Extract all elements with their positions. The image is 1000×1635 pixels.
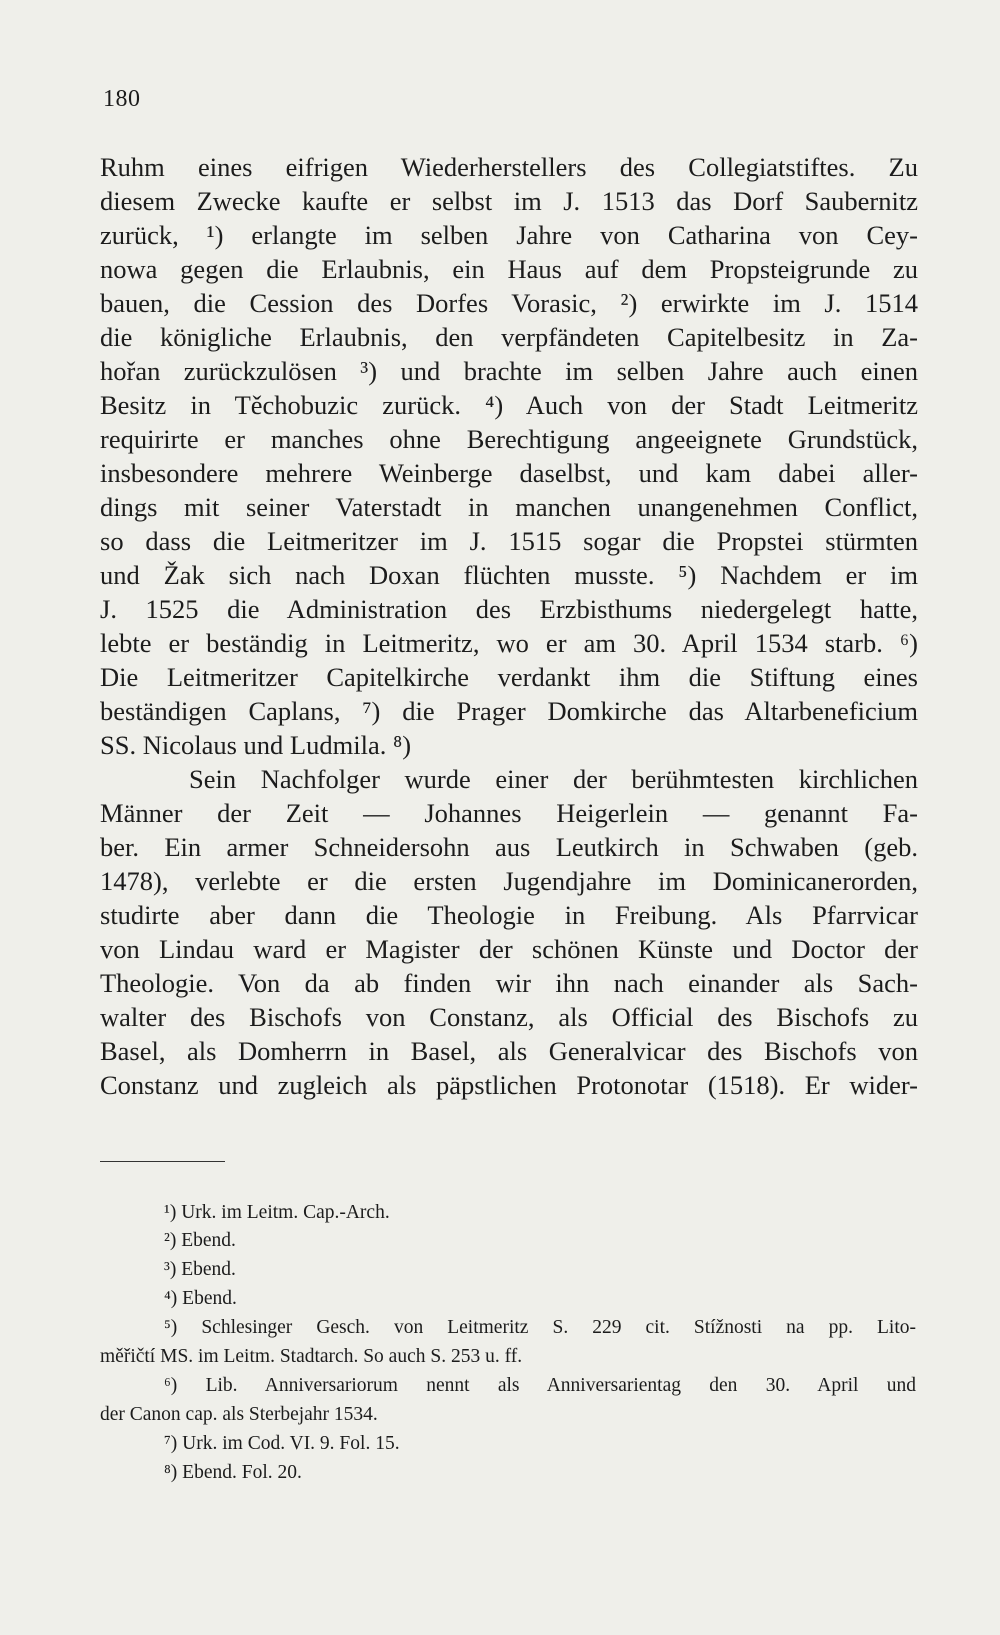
footnote: ⁶) Lib. Anniversariorum nennt als Anniversarientag den 30. April und — [164, 1375, 916, 1396]
footnote: ²) Ebend. — [164, 1230, 236, 1251]
body-line: von Lindau ward er Magister der schönen Künste und Doctor der — [100, 934, 918, 964]
body-line: diesem Zwecke kaufte er selbst im J. 1513 das Dorf Saubernitz — [100, 186, 918, 216]
footnote-divider — [100, 1161, 225, 1162]
body-line: ber. Ein armer Schneidersohn aus Leutkirch in Schwaben (geb. — [100, 832, 918, 862]
footnote: der Canon cap. als Sterbejahr 1534. — [100, 1404, 378, 1425]
body-line: requirirte er manches ohne Berechtigung angeeignete Grundstück, — [100, 424, 918, 454]
body-line: Besitz in Těchobuzic zurück. ⁴) Auch von der Stadt Leitmeritz — [100, 390, 918, 420]
footnote: ⁸) Ebend. Fol. 20. — [164, 1462, 302, 1483]
body-line: Sein Nachfolger wurde einer der berühmtesten kirchlichen — [189, 764, 918, 794]
body-line: so dass die Leitmeritzer im J. 1515 sogar die Propstei stürmten — [100, 526, 918, 556]
body-line: Theologie. Von da ab finden wir ihn nach einander als Sach- — [100, 968, 918, 998]
footnote: ⁴) Ebend. — [164, 1288, 237, 1309]
body-line: Basel, als Domherrn in Basel, als Generalvicar des Bischofs von — [100, 1036, 918, 1066]
body-line: Ruhm eines eifrigen Wiederherstellers des Collegiatstiftes. Zu — [100, 152, 918, 182]
body-line: insbesondere mehrere Weinberge daselbst, und kam dabei aller- — [100, 458, 918, 488]
body-line: 1478), verlebte er die ersten Jugendjahre im Dominicanerorden, — [100, 866, 918, 896]
body-line: und Žak sich nach Doxan flüchten musste. ⁵) Nachdem er im — [100, 560, 918, 590]
body-line: zurück, ¹) erlangte im selben Jahre von Catharina von Cey- — [100, 220, 918, 250]
body-line: SS. Nicolaus und Ludmila. ⁸) — [100, 730, 412, 760]
page-number: 180 — [103, 86, 141, 112]
footnote: ⁵) Schlesinger Gesch. von Leitmeritz S. 229 cit. Stížnosti na pp. Lito- — [164, 1317, 916, 1338]
body-line: studirte aber dann die Theologie in Freibung. Als Pfarrvicar — [100, 900, 918, 930]
body-line: dings mit seiner Vaterstadt in manchen unangenehmen Conflict, — [100, 492, 918, 522]
body-line: walter des Bischofs von Constanz, als Official des Bischofs zu — [100, 1002, 918, 1032]
body-line: hořan zurückzulösen ³) und brachte im selben Jahre auch einen — [100, 356, 918, 386]
body-line: beständigen Caplans, ⁷) die Prager Domkirche das Altarbeneficium — [100, 696, 918, 726]
body-line: die königliche Erlaubnis, den verpfändeten Capitelbesitz in Za- — [100, 322, 918, 352]
body-line: nowa gegen die Erlaubnis, ein Haus auf dem Propsteigrunde zu — [100, 254, 918, 284]
footnote: ³) Ebend. — [164, 1259, 236, 1280]
body-line: Die Leitmeritzer Capitelkirche verdankt ihm die Stiftung eines — [100, 662, 918, 692]
body-line: Constanz und zugleich als päpstlichen Protonotar (1518). Er wider- — [100, 1070, 918, 1100]
body-line: Männer der Zeit — Johannes Heigerlein — genannt Fa- — [100, 798, 918, 828]
footnote: ⁷) Urk. im Cod. VI. 9. Fol. 15. — [164, 1433, 400, 1454]
body-line: bauen, die Cession des Dorfes Vorasic, ²) erwirkte im J. 1514 — [100, 288, 918, 318]
footnote: měřičtí MS. im Leitm. Stadtarch. So auch S. 253 u. ff. — [100, 1346, 523, 1367]
body-line: lebte er beständig in Leitmeritz, wo er am 30. April 1534 starb. ⁶) — [100, 628, 918, 658]
footnote: ¹) Urk. im Leitm. Cap.-Arch. — [164, 1202, 390, 1223]
body-line: J. 1525 die Administration des Erzbisthums niedergelegt hatte, — [100, 594, 918, 624]
